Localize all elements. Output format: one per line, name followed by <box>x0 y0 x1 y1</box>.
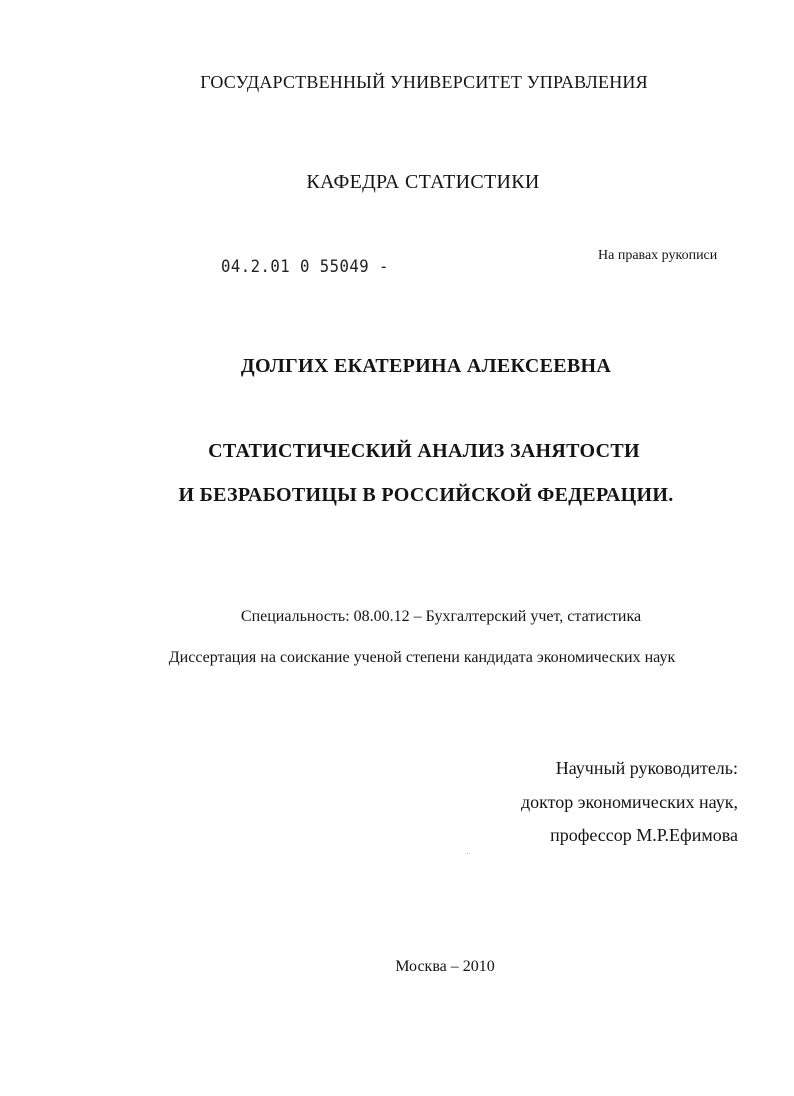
department-name: КАФЕДРА СТАТИСТИКИ <box>306 171 540 193</box>
thesis-title-line-1: СТАТИСТИЧЕСКИЙ АНАЛИЗ ЗАНЯТОСТИ <box>208 440 640 462</box>
scan-speck <box>467 853 468 854</box>
advisor-label: Научный руководитель: <box>555 758 738 778</box>
library-stamp-code: 04.2.01 0 55049 - <box>221 257 389 277</box>
dissertation-line: Диссертация на соискание ученой степени кандидата экономических наук <box>168 649 676 666</box>
rights-note: На правах рукописи <box>598 248 718 263</box>
specialty-line: Специальность: 08.00.12 – Бухгалтерский учет, статистика <box>240 608 642 625</box>
advisor-degree: доктор экономических наук, <box>521 792 738 812</box>
university-name: ГОСУДАРСТВЕННЫЙ УНИВЕРСИТЕТ УПРАВЛЕНИЯ <box>200 72 648 92</box>
advisor-name: профессор М.Р.Ефимова <box>550 825 738 845</box>
city-year: Москва – 2010 <box>395 958 495 975</box>
thesis-title-line-2: И БЕЗРАБОТИЦЫ В РОССИЙСКОЙ ФЕДЕРАЦИИ. <box>178 484 674 506</box>
author-name: ДОЛГИХ ЕКАТЕРИНА АЛЕКСЕЕВНА <box>240 355 612 377</box>
